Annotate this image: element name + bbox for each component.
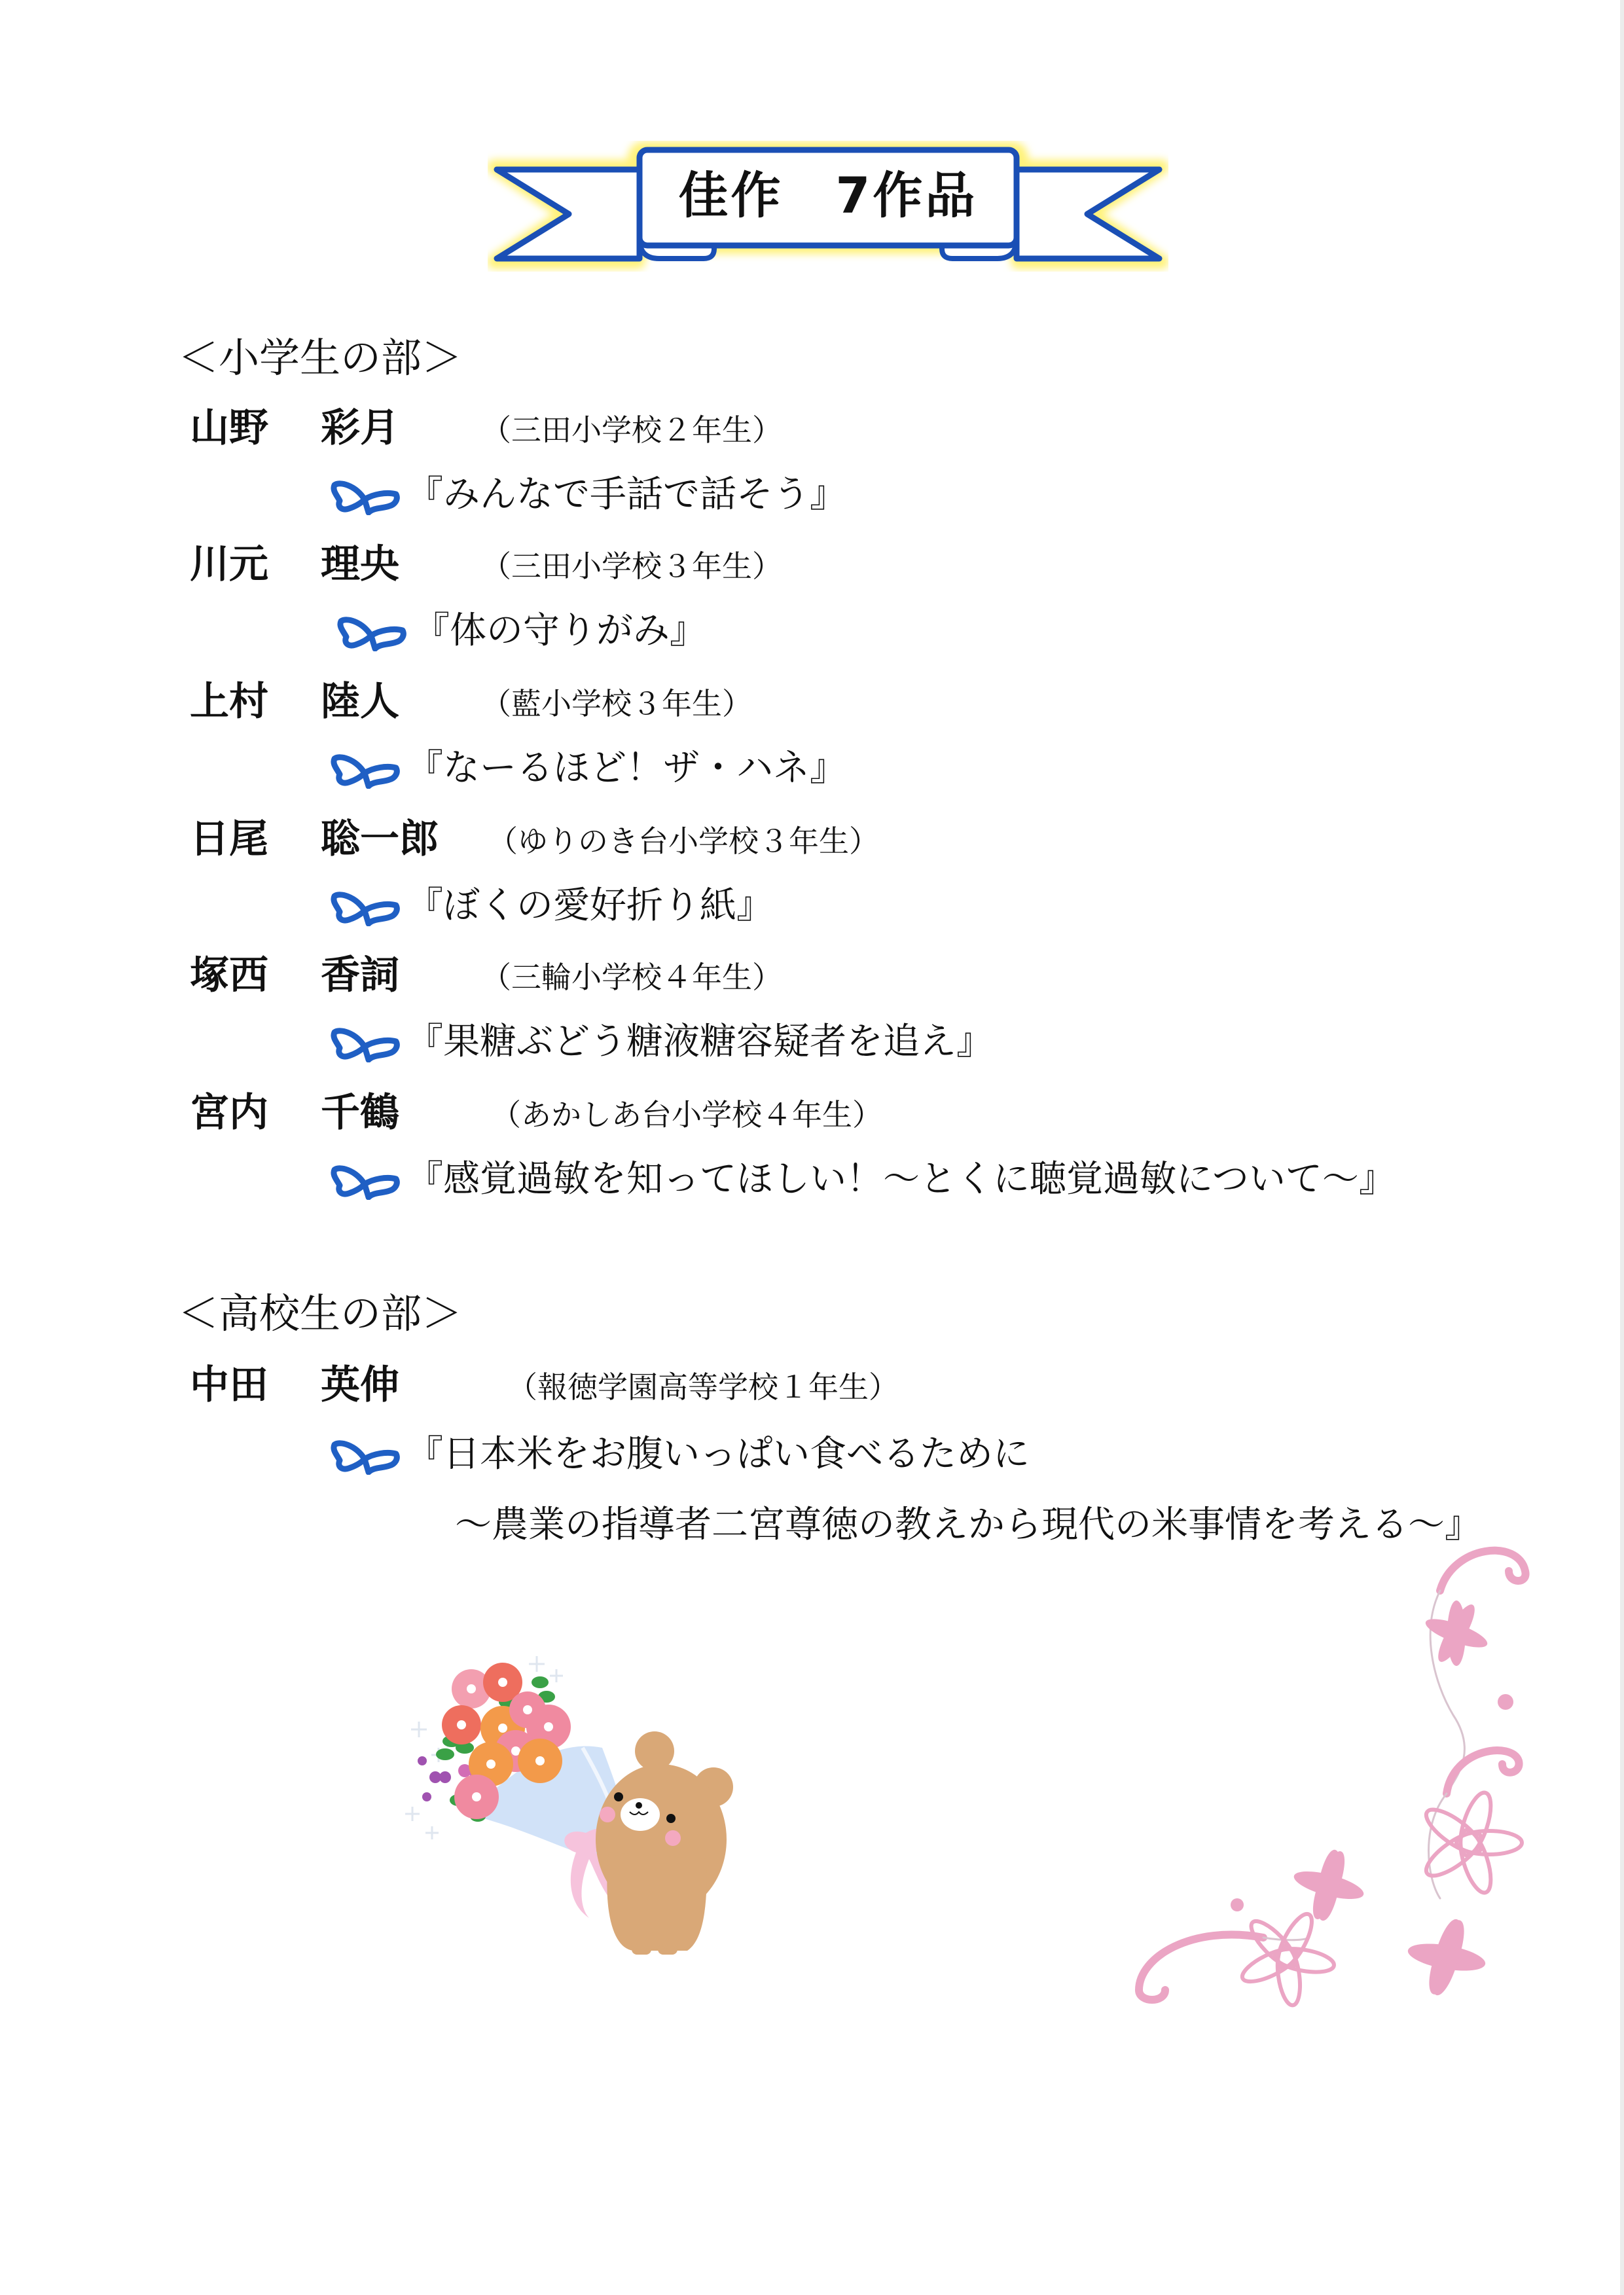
entry-surname: 上村 xyxy=(190,679,268,725)
entry-surname: 山野 xyxy=(190,405,268,451)
blue-bow-icon xyxy=(331,1438,403,1475)
section-heading-high-school: ＜高校生の部＞ xyxy=(178,1290,463,1337)
banner-title: 佳作 7作品 xyxy=(678,166,978,225)
entry-title: 『果糖ぶどう糖液糖容疑者を追え』 xyxy=(406,1021,993,1063)
section-heading-elementary: ＜小学生の部＞ xyxy=(178,334,463,382)
blue-bow-icon xyxy=(331,752,403,789)
award-banner xyxy=(488,141,1168,272)
entry-given-name: 陸人 xyxy=(321,679,399,725)
entry-name xyxy=(190,952,399,999)
entry-school: （三田小学校２年生） xyxy=(481,412,782,448)
blue-bow-icon xyxy=(331,890,403,926)
blue-bow-icon xyxy=(337,615,409,651)
blue-bow-icon xyxy=(331,1026,403,1062)
entry-title: 『みんなで手話で話そう』 xyxy=(406,473,846,516)
entry-given-name: 千鶴 xyxy=(321,1090,399,1136)
entry-title: 『感覚過敏を知ってほしい！～とくに聴覚過敏について～』 xyxy=(406,1158,1396,1201)
pink-flower-vine-decoration xyxy=(1113,1532,1571,2239)
entry-given-name: 彩月 xyxy=(321,405,399,451)
entry-name xyxy=(190,1089,399,1136)
entry-surname: 日尾 xyxy=(190,816,268,862)
entry-title: 『ぼくの愛好折り紙』 xyxy=(406,884,773,927)
entry-given-name: 香詞 xyxy=(321,952,399,998)
entry-title-row xyxy=(331,473,846,516)
entry-title: 『なーるほど！ザ・ハネ』 xyxy=(406,747,846,789)
entry-school: （あかしあ台小学校４年生） xyxy=(491,1097,882,1132)
entry-name xyxy=(190,405,399,452)
entry-surname: 中田 xyxy=(190,1362,268,1408)
entry-title-row xyxy=(331,884,773,928)
entry-title: 『体の守りがみ』 xyxy=(413,609,706,652)
entry-name xyxy=(190,678,399,725)
bear-with-bouquet-illustration xyxy=(399,1643,988,2193)
entry-title-row xyxy=(331,1432,1030,1476)
entry-name xyxy=(190,816,439,863)
entry-school: （報徳学園高等学校１年生） xyxy=(507,1369,899,1405)
page-edge xyxy=(1620,0,1624,2295)
entry-given-name: 理央 xyxy=(321,541,399,587)
entry-title-row xyxy=(331,746,846,790)
entry-surname: 塚西 xyxy=(190,952,268,998)
blue-bow-icon xyxy=(331,479,403,515)
entry-title-continuation: ～農業の指導者二宮尊徳の教えから現代の米事情を考える～』 xyxy=(455,1504,1481,1546)
entry-title-row xyxy=(331,1020,993,1064)
entry-given-name: 聡一郎 xyxy=(321,816,439,862)
entry-title-row xyxy=(337,609,706,653)
entry-school: （藍小学校３年生） xyxy=(481,686,752,721)
entry-title-row xyxy=(331,1157,1396,1201)
entry-school: （三輪小学校４年生） xyxy=(481,960,782,995)
blue-bow-icon xyxy=(331,1163,403,1200)
entry-school: （ゆりのき台小学校３年生） xyxy=(488,823,879,859)
entry-given-name: 英伸 xyxy=(321,1362,399,1408)
entry-name xyxy=(190,541,399,588)
entry-surname: 川元 xyxy=(190,541,268,587)
entry-title: 『日本米をお腹いっぱい食べるために xyxy=(406,1433,1030,1475)
entry-name xyxy=(190,1362,399,1409)
entry-school: （三田小学校３年生） xyxy=(481,549,782,584)
entry-surname: 宮内 xyxy=(190,1090,268,1136)
